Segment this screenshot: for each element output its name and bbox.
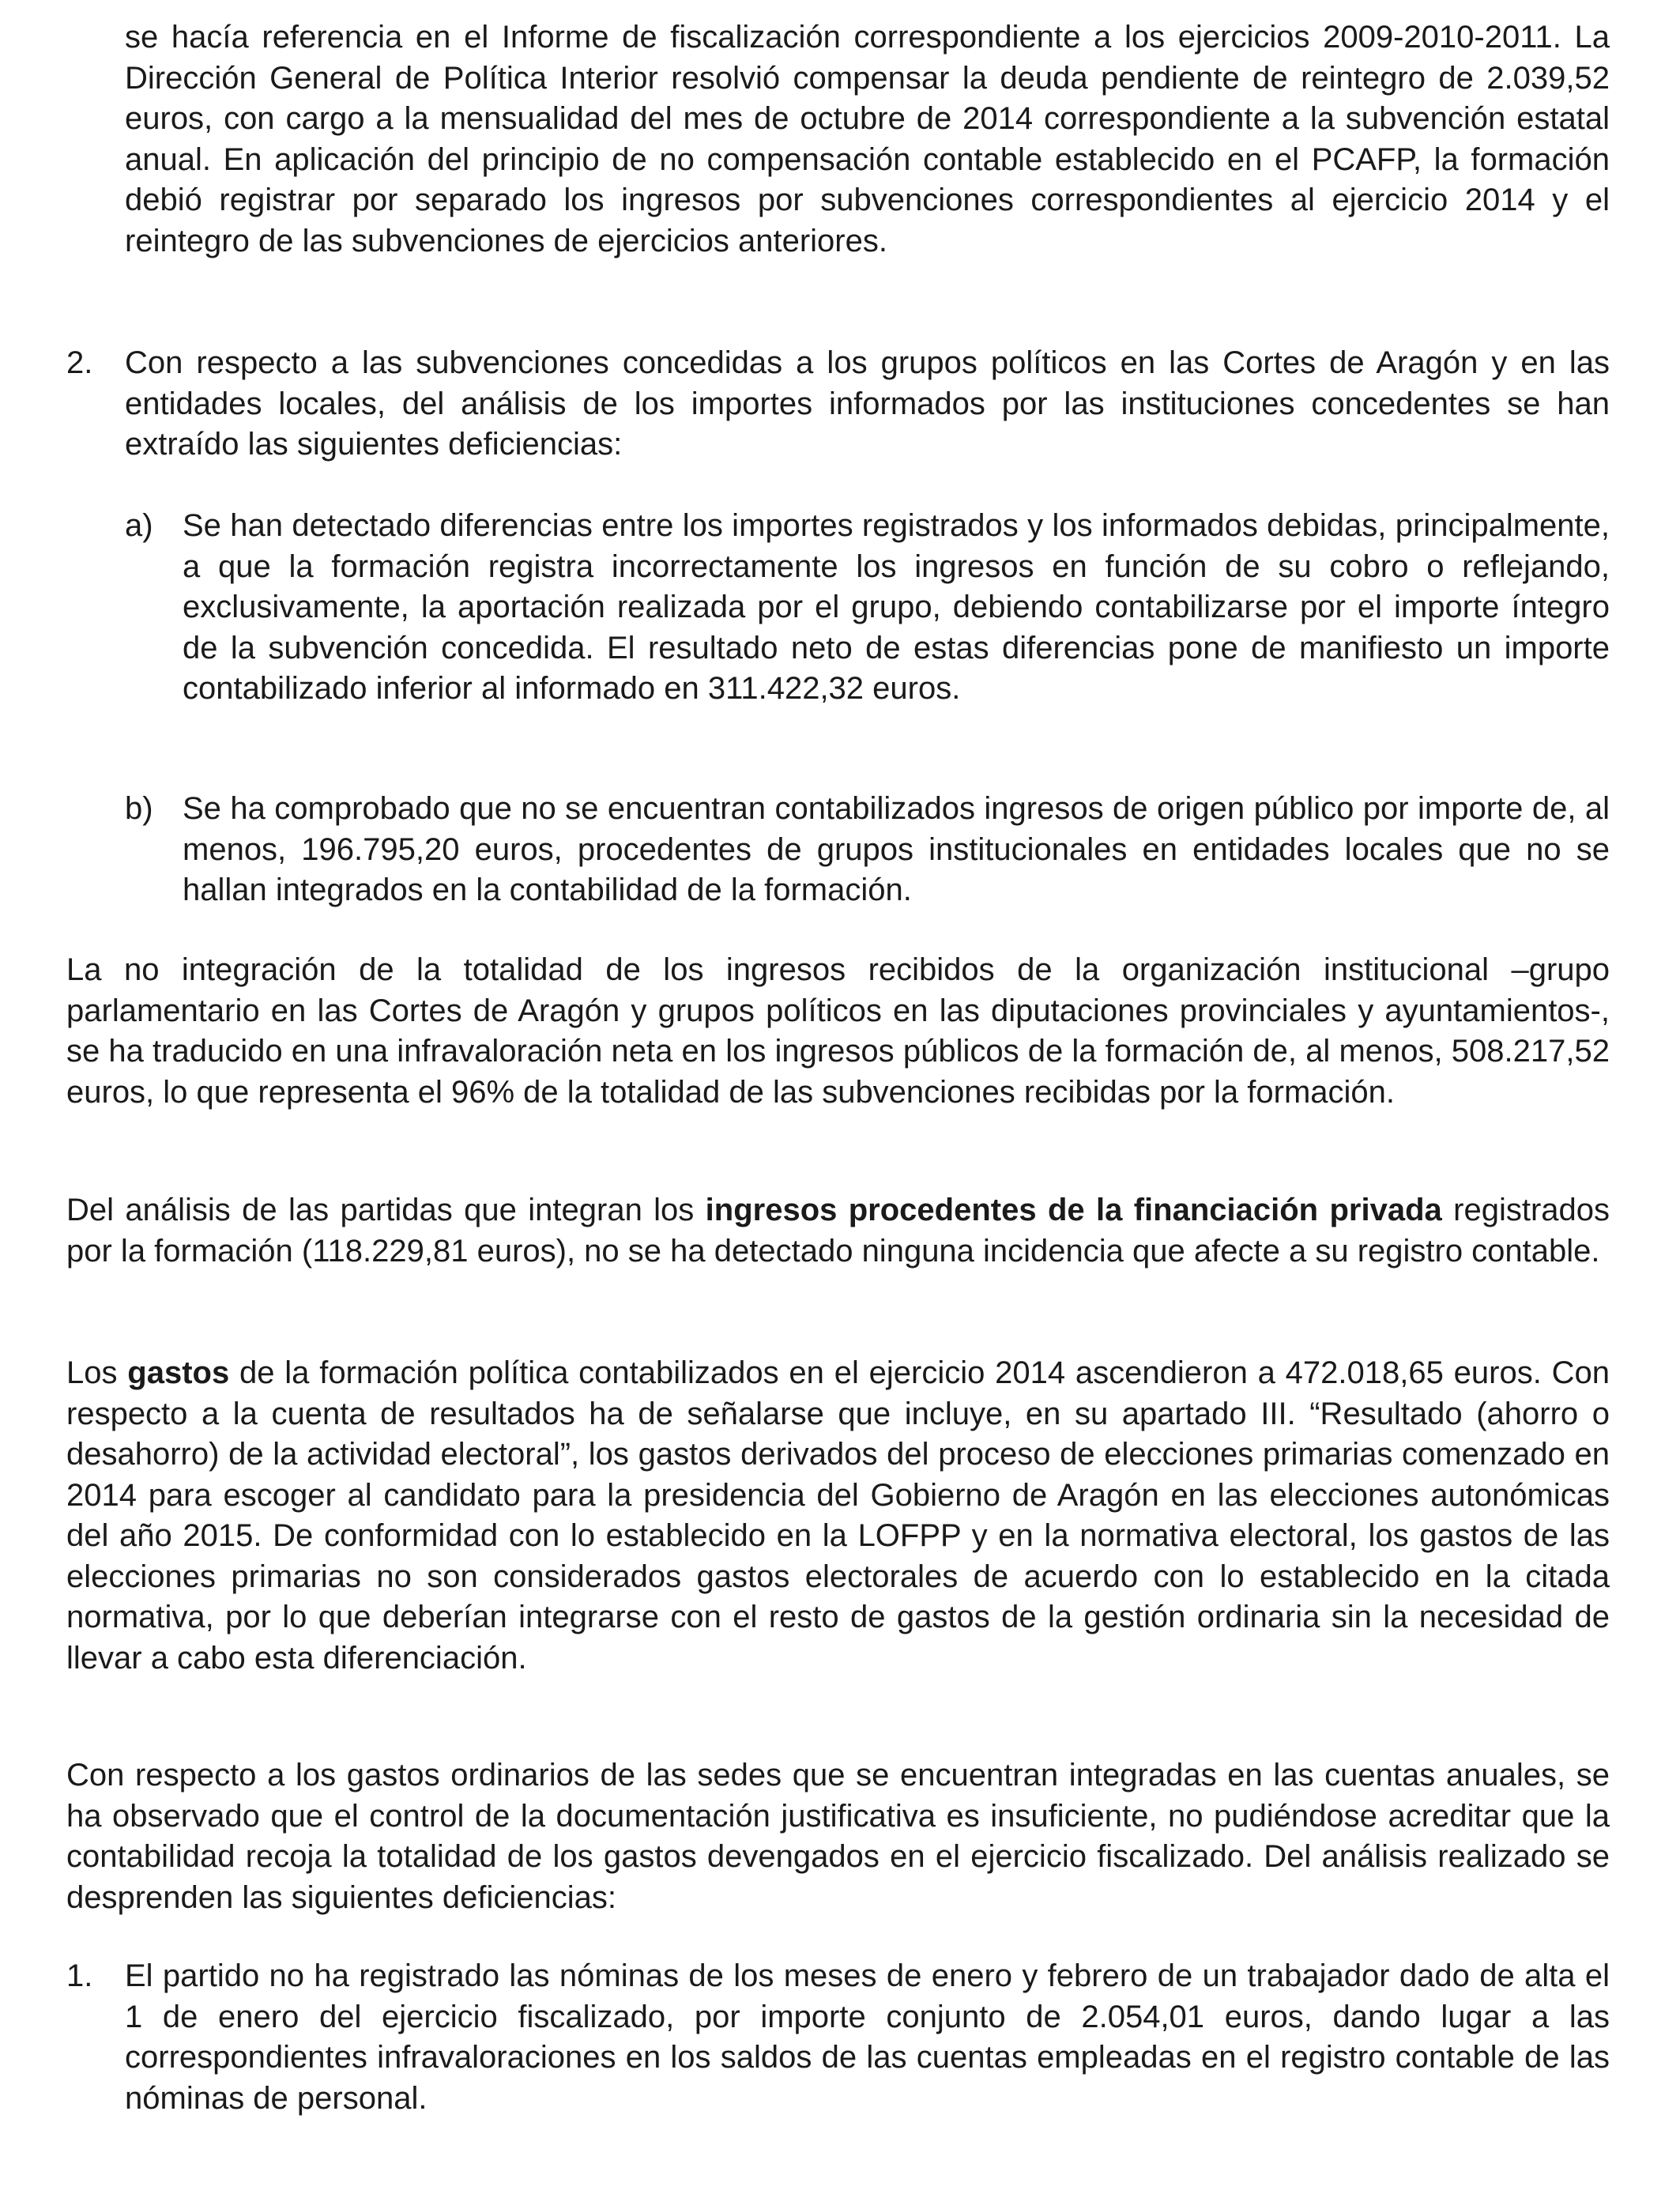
item-2a-paragraph: Se han detectado diferencias entre los importes registrados y los informados debidas, principalmente, a que la formación registra incorrectamente los ingresos en función de su cobro o reflejando, exclusivamente, la aportación realizada por el grupo, debiendo contabilizarse por el importe íntegro de la subvención concedida. El resultado neto de estas diferencias pone de manifiesto un importe contabilizado inferior al informado en 311.422,32 euros. (183, 508, 1610, 706)
item-2b-paragraph: Se ha comprobado que no se encuentran contabilizados ingresos de origen público por importe de, al menos, 196.795,20 euros, procedentes de grupos institucionales en entidades locales que no se hallan integrados en la contabilidad de la formación. (183, 791, 1610, 907)
privada-text-after: registrados por la formación (118.229,81 euros), no se ha detectado ninguna incidencia que afecte a su registro contable. (66, 1193, 1610, 1269)
privada-bold-term: ingresos procedentes de la financiación privada (705, 1193, 1442, 1227)
intro-paragraph: se hacía referencia en el Informe de fiscalización correspondiente a los ejercicios 2009-2010-2011. La Dirección General de Política Interior resolvió compensar la deuda pendiente de reintegro de 2.039,52 euros, con cargo a la mensualidad del mes de octubre de 2014 correspondiente a la subvención estatal anual. En aplicación del principio de no compensación contable establecido en el PCAFP, la formación debió registrar por separado los ingresos por subvenciones correspondientes al ejercicio 2014 y el reintegro de las subvenciones de ejercicios anteriores. (125, 20, 1610, 258)
gastos-bold-term: gastos (127, 1355, 230, 1390)
list-letter-a: a) (125, 508, 153, 543)
sedes-paragraph: Con respecto a los gastos ordinarios de las sedes que se encuentran integradas en las cuentas anuales, se ha observado que el control de la documentación justificativa es insuficiente, no pudiéndose acreditar que la contabilidad recoja la totalidad de los gastos devengados en el ejercicio fiscalizado. Del análisis realizado se desprenden las siguientes deficiencias: (66, 1758, 1610, 1915)
integracion-paragraph: La no integración de la totalidad de los ingresos recibidos de la organización institucional –grupo parlamentario en las Cortes de Aragón y grupos políticos en las diputaciones provinciales y ayuntamientos-, se ha traducido en una infravaloración neta en los ingresos públicos de la formación de, al menos, 508.217,52 euros, lo que representa el 96% de la totalidad de las subvenciones recibidas por la formación. (66, 952, 1610, 1110)
privada-text-before: Del análisis de las partidas que integran los (66, 1193, 706, 1227)
list-number-2: 2. (66, 345, 93, 380)
gastos-text-after: de la formación política contabilizados en el ejercicio 2014 ascendieron a 472.018,65 euros. Con respecto a la cuenta de resultados ha de señalarse que incluye, en su apartado III. “Resultado (ahorro o desahorro) de la actividad electoral”, los gastos derivados del proceso de elecciones primarias comenzado en 2014 para escoger al candidato para la presidencia del Gobierno de Aragón en las elecciones autonómicas del año 2015. De conformidad con lo establecido en la LOFPP y en la normativa electoral, los gastos de las elecciones primarias no son considerados gastos electorales de acuerdo con lo establecido en la citada normativa, por lo que deberían integrarse con el resto de gastos de la gestión ordinaria sin la necesidad de llevar a cabo esta diferenciación. (66, 1355, 1610, 1676)
gastos-paragraph (66, 1353, 1610, 1679)
list-number-1: 1. (66, 1958, 93, 1993)
item-2-paragraph: Con respecto a las subvenciones concedidas a los grupos políticos en las Cortes de Aragón y en las entidades locales, del análisis de los importes informados por las instituciones concedentes se han extraído las siguientes deficiencias: (125, 345, 1610, 462)
item-1-paragraph: El partido no ha registrado las nóminas de los meses de enero y febrero de un trabajador dado de alta el 1 de enero del ejercicio fiscalizado, por importe conjunto de 2.054,01 euros, dando lugar a las correspondientes infravaloraciones en los saldos de las cuentas empleadas en el registro contable de las nóminas de personal. (125, 1958, 1610, 2116)
list-letter-b: b) (125, 791, 153, 826)
privada-paragraph (66, 1190, 1610, 1272)
gastos-text-before: Los (66, 1355, 128, 1390)
